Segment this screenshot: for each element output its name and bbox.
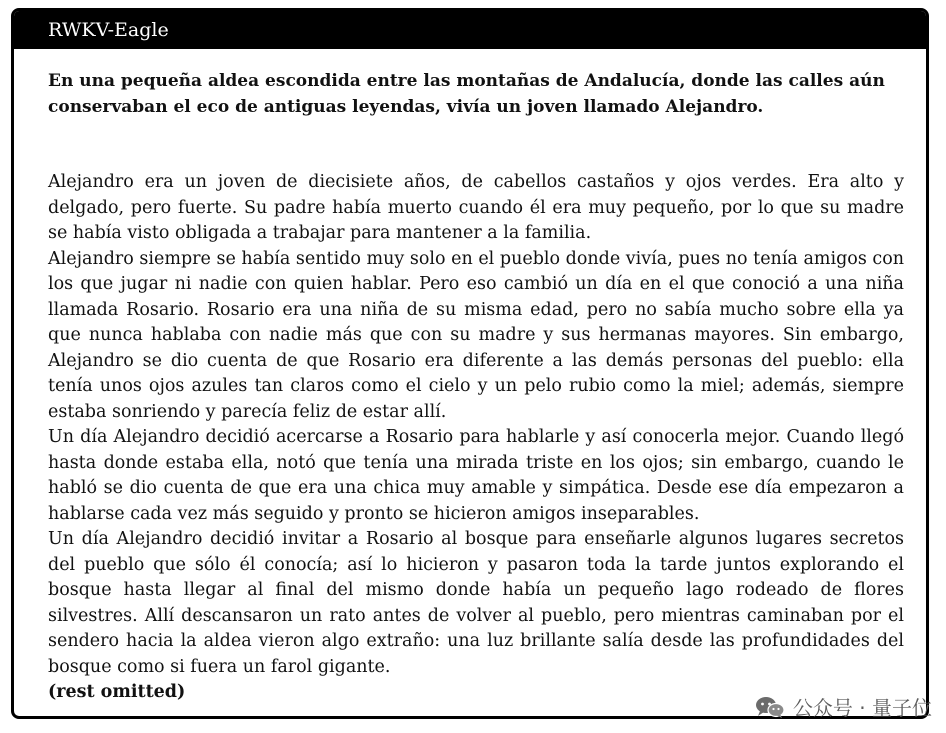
story-paragraph: Alejandro era un joven de diecisiete años, de cabellos castaños y ojos verdes. Era alto y delgado, pero fuerte. Su padre había muerto cuando él era muy pequeño, por lo que su madre se había visto obligada a trabajar para mantener a la familia. bbox=[48, 172, 904, 243]
story-text bbox=[48, 170, 904, 706]
text-card bbox=[11, 8, 929, 719]
watermark bbox=[755, 692, 932, 721]
model-name-header: RWKV-Eagle bbox=[14, 11, 926, 49]
prompt-text: En una pequeña aldea escondida entre las montañas de Andalucía, donde las calles aún conservaban el eco de antiguas leyendas, vivía un joven llamado Alejandro. bbox=[48, 71, 885, 117]
story-paragraph: Un día Alejandro decidió invitar a Rosario al bosque para enseñarle algunos lugares secretos del pueblo que sólo él conocía; así lo hicieron y pasaron toda la tarde juntos explorando el bosque hasta llegar al final del mismo donde había un pequeño lago rodeado de flores silvestres. Allí descansaron un rato antes de volver al pueblo, pero mientras caminaban por el sendero hacia la aldea vieron algo extraño: una luz brillante salía desde las profundidades del bosque como si fuera un farol gigante. bbox=[48, 529, 904, 677]
wechat-icon bbox=[755, 695, 785, 719]
rest-omitted-note: (rest omitted) bbox=[48, 682, 186, 702]
story-paragraph: Alejandro siempre se había sentido muy solo en el pueblo donde vivía, pues no tenía amigos con los que jugar ni nadie con quien hablar. Pero eso cambió un día en el que conoció a una niña llamada Rosario. Rosario era una niña de su misma edad, pero no sabía mucho sobre ella ya que nunca hablaba con nadie más que con su madre y sus hermanas mayores. Sin embargo, Alejandro se dio cuenta de que Rosario era diferente a las demás personas del pueblo: ella tenía unos ojos azules tan claros como el cielo y un pelo rubio como la miel; además, siempre estaba sonriendo y parecía feliz de estar allí. bbox=[48, 248, 904, 422]
watermark-text: 公众号 · 量子位 bbox=[792, 696, 932, 720]
story-paragraph: Un día Alejandro decidió acercarse a Rosario para hablarle y así conocerla mejor. Cuando llegó hasta donde estaba ella, notó que tenía una mirada triste en los ojos; sin embargo, cuando le habló se dio cuenta de que era una chica muy amable y simpática. Desde ese día empezaron a hablarse cada vez más seguido y pronto se hicieron amigos inseparables. bbox=[48, 427, 904, 524]
